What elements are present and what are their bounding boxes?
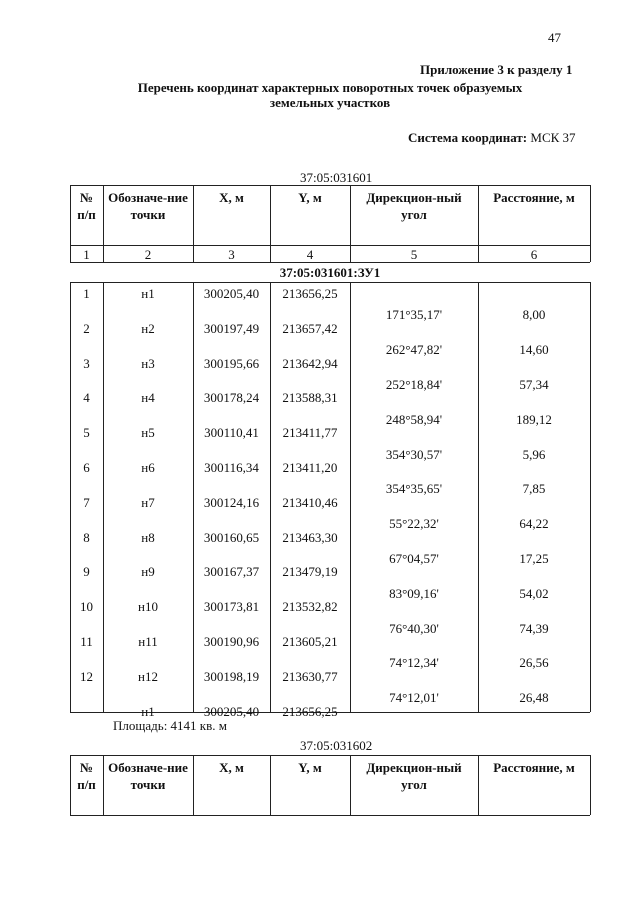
- segment-angle: 252°18,84': [385, 377, 443, 392]
- table-border: [103, 755, 104, 815]
- header-num: № п/п: [77, 760, 96, 792]
- area-label: Площадь: 4141 кв. м: [113, 718, 227, 733]
- segment-distance: 7,85: [522, 481, 546, 497]
- header-angle: Дирекцион-ный угол: [366, 760, 462, 792]
- table-border: [70, 245, 590, 246]
- segment-distance: 54,02: [519, 585, 549, 601]
- point-name: н11: [138, 634, 158, 649]
- point-y: 213532,82: [282, 599, 338, 615]
- header-y: Y, м: [298, 190, 322, 205]
- segment-distance: 74,39: [519, 620, 549, 636]
- point-index: 5: [83, 425, 90, 441]
- segment-angle: 74°12,01': [389, 690, 439, 706]
- table-border: [270, 755, 271, 815]
- table-border: [70, 185, 590, 186]
- point-name: н5: [141, 425, 155, 441]
- point-name: н12: [138, 668, 158, 684]
- point-name: н8: [141, 529, 155, 545]
- table-border: [590, 755, 591, 815]
- point-index: 4: [83, 390, 90, 406]
- segment-angle: 171°35,17': [385, 307, 443, 323]
- point-x: 300195,66: [203, 355, 260, 371]
- title-line-1: Перечень координат характерных поворотных точек образуемых: [137, 80, 523, 95]
- header-dist: Расстояние, м: [493, 760, 575, 775]
- appendix-label: Приложение 3 к разделу 1: [420, 62, 573, 77]
- header-x: X, м: [219, 190, 244, 205]
- point-name: н3: [141, 355, 155, 371]
- table-border: [350, 185, 351, 245]
- column-number: 6: [530, 247, 538, 262]
- table-border: [70, 185, 71, 245]
- coord-system-label: Система координат:: [408, 130, 528, 145]
- column-number: 2: [144, 247, 152, 262]
- header-name: Обозначе-ние точки: [108, 190, 188, 222]
- segment-angle: 354°30,57': [385, 446, 443, 462]
- table-border: [478, 245, 479, 262]
- point-x: 300178,24: [203, 390, 260, 406]
- point-y: 213410,46: [282, 494, 338, 510]
- point-y: 213479,19: [282, 564, 338, 580]
- segment-distance: 5,96: [522, 446, 546, 462]
- column-number: 5: [410, 247, 418, 262]
- point-x: 300205,40: [203, 703, 260, 719]
- coord-system-value: МСК 37: [530, 130, 576, 145]
- coord-system: [408, 130, 576, 146]
- point-index: 7: [83, 494, 90, 510]
- point-name: н10: [138, 599, 158, 615]
- point-name: н1: [141, 703, 155, 719]
- point-name: н4: [141, 390, 155, 406]
- quarter-number-2: 37:05:031602: [300, 738, 373, 753]
- segment-angle: 248°58,94': [385, 411, 443, 427]
- table-border: [590, 245, 591, 262]
- table-border: [193, 185, 194, 245]
- point-y: 213411,20: [282, 460, 338, 475]
- point-y: 213588,31: [282, 390, 338, 406]
- point-y: 213656,25: [282, 703, 338, 719]
- parcel-heading: 37:05:031601:ЗУ1: [279, 265, 381, 280]
- table-border: [70, 282, 590, 283]
- point-y: 213642,94: [282, 355, 338, 371]
- point-x: 300116,34: [204, 460, 259, 475]
- point-y: 213463,30: [282, 529, 338, 545]
- point-index: 8: [83, 529, 90, 545]
- point-index: 12: [80, 668, 93, 684]
- table-border: [70, 262, 590, 263]
- header-name: Обозначе-ние точки: [108, 760, 188, 792]
- point-y: 213605,21: [282, 634, 338, 649]
- header-x: X, м: [219, 760, 244, 775]
- segment-distance: 14,60: [519, 342, 549, 358]
- table-border: [103, 185, 104, 245]
- header-dist: Расстояние, м: [493, 190, 575, 205]
- table-border: [270, 185, 271, 245]
- point-x: 300190,96: [203, 634, 260, 649]
- point-name: н6: [141, 460, 155, 475]
- table-border: [70, 755, 71, 815]
- point-x: 300173,81: [203, 599, 260, 615]
- table-border: [270, 245, 271, 262]
- quarter-number-1: 37:05:031601: [300, 170, 373, 185]
- segment-angle: 74°12,34': [389, 655, 439, 671]
- point-x: 300124,16: [203, 494, 260, 510]
- table-border: [478, 185, 479, 245]
- point-y: 213656,25: [282, 286, 338, 301]
- point-x: 300160,65: [203, 529, 260, 545]
- point-index: 1: [83, 286, 90, 301]
- table-border: [590, 185, 591, 245]
- point-index: 9: [83, 564, 90, 580]
- table-border: [193, 245, 194, 262]
- table-border: [478, 755, 479, 815]
- page-number: 47: [548, 30, 561, 45]
- segment-distance: 26,48: [519, 690, 549, 706]
- segment-distance: 189,12: [516, 411, 552, 427]
- header-y: Y, м: [298, 760, 322, 775]
- segment-distance: 17,25: [519, 551, 549, 566]
- title-line-2: земельных участков: [269, 95, 391, 110]
- segment-angle: 262°47,82': [385, 342, 443, 358]
- segment-angle: 83°09,16': [389, 585, 439, 601]
- segment-distance: 57,34: [519, 377, 549, 392]
- point-y: 213657,42: [282, 320, 338, 336]
- segment-distance: 26,56: [519, 655, 549, 671]
- point-index: 2: [83, 320, 90, 336]
- point-index: 3: [83, 355, 90, 371]
- segment-distance: 8,00: [522, 307, 546, 323]
- point-y: 213630,77: [282, 668, 338, 684]
- table-border: [70, 815, 590, 816]
- point-x: 300167,37: [203, 564, 260, 580]
- table-border: [70, 245, 71, 262]
- segment-angle: 354°35,65': [385, 481, 443, 497]
- point-index: 10: [80, 599, 93, 615]
- table-border: [350, 755, 351, 815]
- header-angle: Дирекцион-ный угол: [366, 190, 462, 222]
- header-num: № п/п: [77, 190, 96, 222]
- column-number: 3: [228, 247, 235, 262]
- point-name: н1: [141, 286, 155, 301]
- table-border: [70, 755, 590, 756]
- segment-angle: 67°04,57': [389, 551, 439, 566]
- point-index: 11: [80, 634, 93, 649]
- segment-angle: 55°22,32': [389, 516, 439, 532]
- table-border: [350, 245, 351, 262]
- table-border: [590, 282, 591, 712]
- table-border: [193, 755, 194, 815]
- point-name: н2: [141, 320, 155, 336]
- point-y: 213411,77: [282, 425, 338, 441]
- table-border: [103, 245, 104, 262]
- point-name: н9: [141, 564, 155, 580]
- column-number: 4: [306, 247, 314, 262]
- point-index: 6: [83, 460, 90, 475]
- point-x: 300205,40: [203, 286, 260, 301]
- segment-angle: 76°40,30': [389, 620, 439, 636]
- point-x: 300198,19: [203, 668, 260, 684]
- point-x: 300110,41: [204, 425, 259, 441]
- segment-distance: 64,22: [519, 516, 549, 532]
- column-number: 1: [83, 247, 90, 262]
- point-name: н7: [141, 494, 155, 510]
- point-x: 300197,49: [203, 320, 260, 336]
